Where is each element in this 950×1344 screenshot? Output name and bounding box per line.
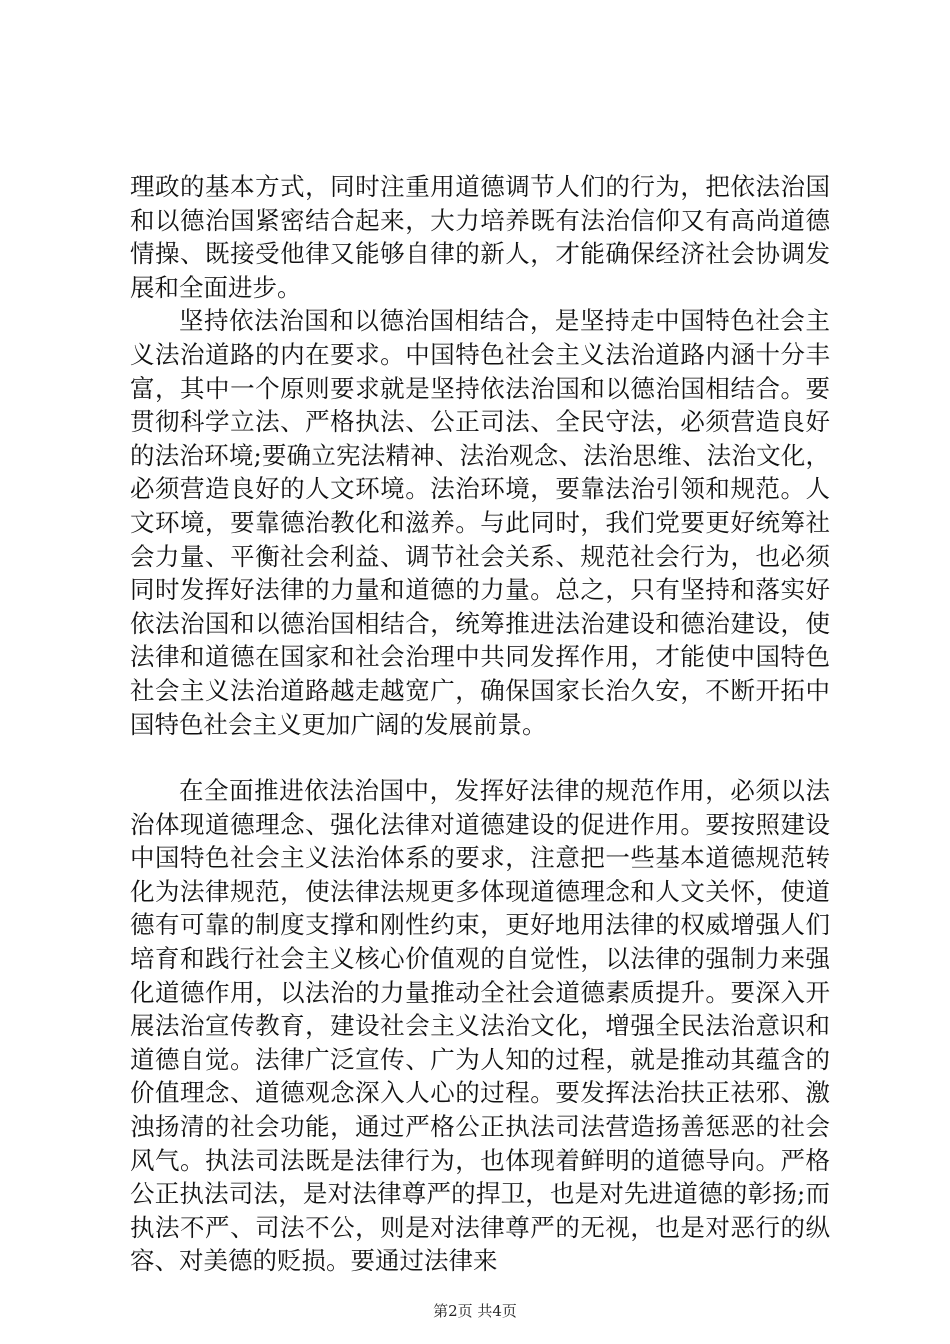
document-body — [130, 170, 830, 1278]
paragraph: 在全面推进依法治国中，发挥好法律的规范作用，必须以法治体现道德理念、强化法律对道德建设的促进作用。要按照建设中国特色社会主义法治体系的要求，注意把一些基本道德规范转化为法律规范，使法律法规更多体现道德理念和人文关怀，使道德有可靠的制度支撑和刚性约束，更好地用法律的权威增强人们培育和践行社会主义核心价值观的自觉性，以法律的强制力来强化道德作用，以法治的力量推动全社会道德素质提升。要深入开展法治宣传教育，建设社会主义法治文化，增强全民法治意识和道德自觉。法律广泛宣传、广为人知的过程，就是推动其蕴含的价值理念、道德观念深入人心的过程。要发挥法治扶正祛邪、激浊扬清的社会功能，通过严格公正执法司法营造扬善惩恶的社会风气。执法司法既是法律行为，也体现着鲜明的道德导向。严格公正执法司法，是对法律尊严的捍卫，也是对先进道德的彰扬;而执法不严、司法不公，则是对法律尊严的无视，也是对恶行的纵容、对美德的贬损。要通过法律来 — [130, 776, 830, 1276]
paragraph-continued: 理政的基本方式，同时注重用道德调节人们的行为，把依法治国和以德治国紧密结合起来，大力培养既有法治信仰又有高尚道德情操、既接受他律又能够自律的新人，才能确保经济社会协调发展和全面进步。 — [130, 172, 830, 302]
page-number-label: 第2页 共4页 — [433, 1302, 517, 1320]
paragraph-spacer — [130, 741, 830, 774]
paragraph: 坚持依法治国和以德治国相结合，是坚持走中国特色社会主义法治道路的内在要求。中国特色社会主义法治道路内涵十分丰富，其中一个原则要求就是坚持依法治国和以德治国相结合。要贯彻科学立法、严格执法、公正司法、全民守法，必须营造良好的法治环境;要确立宪法精神、法治观念、法治思维、法治文化，必须营造良好的人文环境。法治环境，要靠法治引领和规范。人文环境，要靠德治教化和滋养。与此同时，我们党要更好统筹社会力量、平衡社会利益、调节社会关系、规范社会行为，也必须同时发挥好法律的力量和道德的力量。总之，只有坚持和落实好依法治国和以德治国相结合，统筹推进法治建设和德治建设，使法律和道德在国家和社会治理中共同发挥作用，才能使中国特色社会主义法治道路越走越宽广，确保国家长治久安，不断开拓中国特色社会主义更加广阔的发展前景。 — [130, 306, 830, 739]
page-footer — [0, 1300, 950, 1321]
